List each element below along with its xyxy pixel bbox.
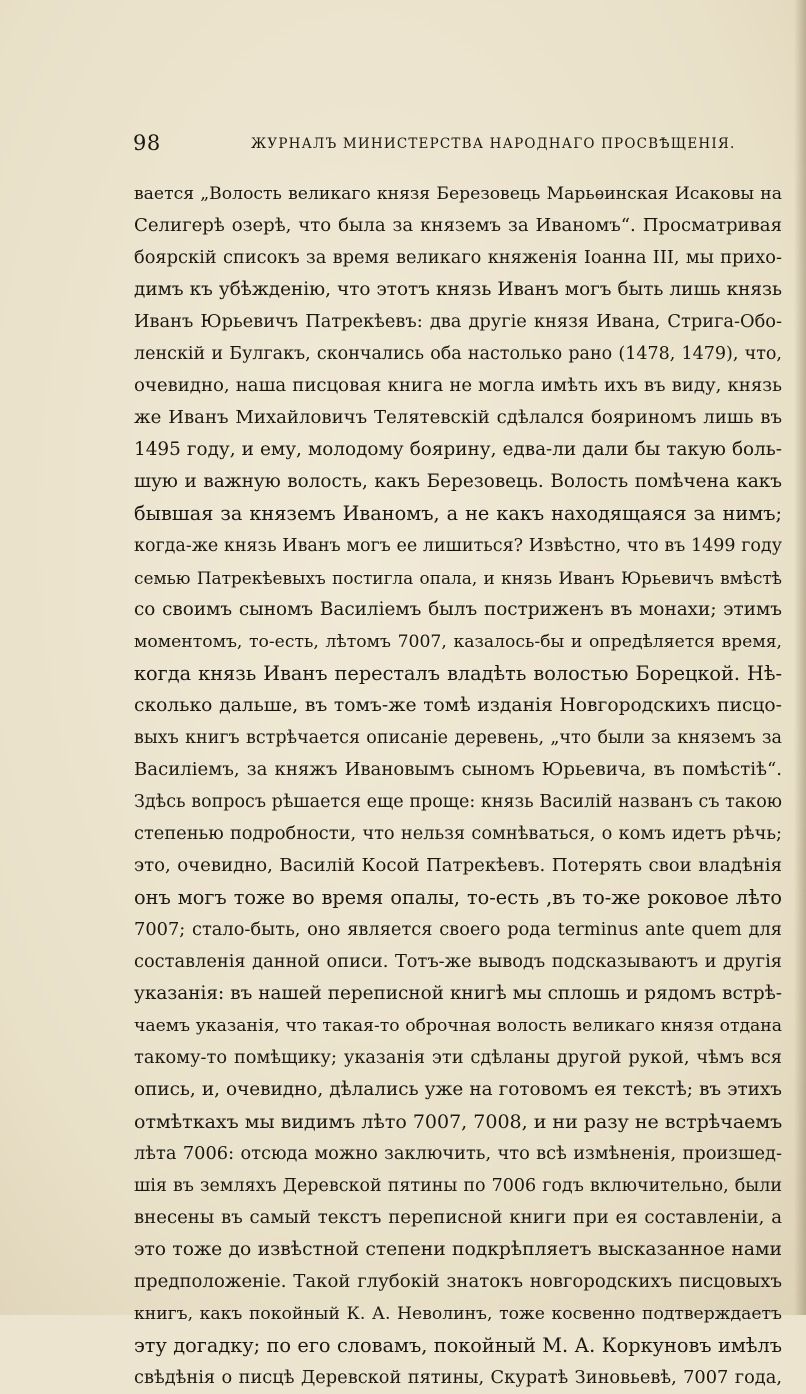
- text-line: отмѣткахъ мы видимъ лѣто 7007, 7008, и ни разу не встрѣчаемъ: [134, 1111, 782, 1133]
- text-line: Селигерѣ озерѣ, что была за княземъ за Иваномъ“. Просматривая: [134, 215, 782, 236]
- text-line: Здѣсь вопросъ рѣшается еще проще: князь Василій названъ съ такою: [134, 792, 782, 812]
- text-line: Иванъ Юрьевичъ Патрекѣевъ: два другіе князя Ивана, Стрига-Обо-: [134, 311, 782, 332]
- running-head: ЖУРНАЛЪ МИНИСТЕРСТВА НАРОДНАГО ПРОСВѢЩЕНІЯ.: [251, 136, 736, 152]
- text-line: свѣдѣнія о писцѣ Деревской пятины, Скуратѣ Зиновьевѣ, 7007 года,: [134, 1367, 782, 1388]
- text-line: предположеніе. Такой глубокій знатокъ новгородскихъ писцовыхъ: [134, 1271, 782, 1292]
- page-number: 98: [133, 131, 161, 155]
- text-line: такому-то помѣщику; указанія эти сдѣланы другой рукой, чѣмъ вся: [134, 1047, 782, 1068]
- text-line: степенью подробности, что нельзя сомнѣваться, о комъ идетъ рѣчь;: [134, 823, 782, 844]
- body-text: [134, 178, 782, 1394]
- text-line: Василіемъ, за княжъ Ивановымъ сыномъ Юрьевича, въ помѣстіѣ“.: [134, 759, 782, 780]
- page-header: [133, 130, 736, 156]
- text-line: семью Патрекѣевыхъ постигла опала, и князь Иванъ Юрьевичъ вмѣстѣ: [134, 568, 782, 588]
- text-line: опись, и, очевидно, дѣлались уже на готовомъ ея текстѣ; въ этихъ: [134, 1079, 782, 1100]
- text-line: 1495 году, и ему, молодому боярину, едва-ли дали бы такую боль-: [134, 439, 782, 460]
- text-line: бывшая за княземъ Иваномъ, а не какъ находящаяся за нимъ;: [134, 502, 782, 525]
- text-line: боярскій списокъ за время великаго княженія Іоанна III, мы прихо-: [134, 247, 782, 268]
- text-line: выхъ книгъ встрѣчается описаніе деревень, „что были за княземъ за: [134, 728, 782, 748]
- page-edge-shadow: [794, 0, 806, 1315]
- text-line: указанія: въ нашей переписной книгѣ мы сплошь и рядомъ встрѣ-: [134, 983, 782, 1004]
- text-line: это, очевидно, Василій Косой Патрекѣевъ. Потерять свои владѣнія: [134, 855, 782, 876]
- text-line: очевидно, наша писцовая книга не могла имѣть ихъ въ виду, князь: [134, 375, 782, 396]
- text-line: 7007; стало-быть, оно является своего рода terminus ante quem для: [134, 919, 782, 940]
- text-line: книгъ, какъ покойный К. А. Неволинъ, тоже косвенно подтверждаетъ: [134, 1304, 782, 1324]
- text-line: ленскій и Булгакъ, скончались оба настолько рано (1478, 1479), что,: [134, 344, 782, 364]
- text-line: же Иванъ Михайловичъ Телятевскій сдѣлался бояриномъ лишь въ: [134, 407, 782, 428]
- text-line: это тоже до извѣстной степени подкрѣпляетъ высказанное нами: [134, 1239, 782, 1260]
- text-line: со своимъ сыномъ Василіемъ былъ постриженъ въ монахи; этимъ: [134, 599, 782, 620]
- text-line: эту догадку; по его словамъ, покойный М. А. Коркуновъ имѣлъ: [134, 1334, 782, 1357]
- text-line: внесены въ самый текстъ переписной книги при ея составленіи, а: [134, 1207, 782, 1228]
- text-line: шую и важную волость, какъ Березовець. Волость помѣчена какъ: [134, 471, 782, 492]
- text-line: димъ къ убѣжденію, что этотъ князь Иванъ могъ быть лишь князь: [134, 279, 782, 300]
- text-line: составленія данной описи. Тотъ-же выводъ подсказываютъ и другія: [134, 951, 782, 972]
- text-line: вается „Волость великаго князя Березовець Марьѳинская Исаковы на: [134, 184, 782, 204]
- text-line: когда-же князь Иванъ могъ ее лишиться? Извѣстно, что въ 1499 году: [134, 536, 782, 556]
- text-line: чаемъ указанія, что такая-то оброчная волость великаго князя отдана: [134, 1016, 782, 1036]
- text-line: лѣта 7006: отсюда можно заключить, что всѣ измѣненія, произшед-: [134, 1143, 782, 1164]
- text-line: онъ могъ тоже во время опалы, то-есть ,въ то-же роковое лѣто: [134, 886, 782, 909]
- text-line: сколько дальше, въ томъ-же томѣ изданія Новгородскихъ писцо-: [134, 695, 782, 716]
- text-line: когда князь Иванъ пересталъ владѣть волостью Борецкой. Нѣ-: [134, 662, 782, 685]
- text-line: шія въ земляхъ Деревской пятины по 7006 годъ включительно, были: [134, 1176, 782, 1196]
- text-line: моментомъ, то-есть, лѣтомъ 7007, казалось-бы и опредѣляется время,: [134, 632, 782, 652]
